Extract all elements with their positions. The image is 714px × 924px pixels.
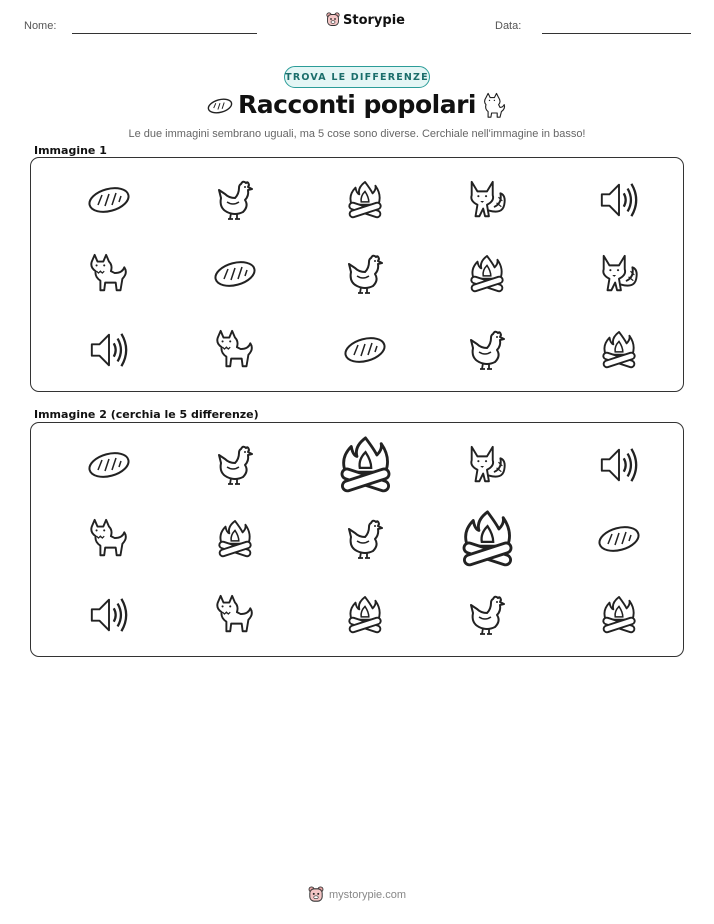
- footer: [0, 886, 714, 904]
- name-field-line[interactable]: [72, 33, 257, 34]
- hen-icon[interactable]: [330, 504, 400, 574]
- campfire-icon: [452, 239, 522, 309]
- storypie-logo: [326, 12, 405, 28]
- bread-icon: [74, 165, 144, 235]
- hen-icon: [200, 165, 270, 235]
- image2-panel[interactable]: [30, 422, 684, 657]
- campfire-icon: [584, 315, 654, 385]
- bear-mascot-icon: [326, 12, 340, 28]
- hen-icon[interactable]: [452, 580, 522, 650]
- campfire-icon[interactable]: [313, 413, 418, 518]
- fox-icon: [452, 165, 522, 235]
- campfire-icon[interactable]: [584, 580, 654, 650]
- bread-icon[interactable]: [584, 504, 654, 574]
- hen-icon: [452, 315, 522, 385]
- activity-badge: TROVA LE DIFFERENZE: [284, 66, 430, 88]
- speaker-icon: [74, 315, 144, 385]
- speaker-icon[interactable]: [74, 580, 144, 650]
- speaker-icon[interactable]: [584, 430, 654, 500]
- campfire-icon[interactable]: [330, 580, 400, 650]
- image2-label: Immagine 2 (cerchia le 5 differenze): [34, 408, 259, 421]
- campfire-icon[interactable]: [200, 504, 270, 574]
- bread-icon: [330, 315, 400, 385]
- logo-text: Storypie: [343, 12, 405, 28]
- fox-icon: [584, 239, 654, 309]
- bread-icon: [200, 239, 270, 309]
- page-title: Racconti popolari: [238, 90, 476, 119]
- date-label: Data:: [495, 20, 522, 32]
- hen-icon: [330, 239, 400, 309]
- wolf-icon: [74, 239, 144, 309]
- wolf-icon: [478, 92, 508, 124]
- name-label: Nome:: [24, 20, 57, 32]
- bear-mascot-icon: [308, 886, 324, 904]
- image1-panel: [30, 157, 684, 392]
- instructions: Le due immagini sembrano uguali, ma 5 cose sono diverse. Cerchiale nell'immagine in basso!: [128, 128, 586, 140]
- footer-url: mystorypie.com: [328, 889, 407, 901]
- image1-label: Immagine 1: [34, 144, 107, 157]
- wolf-icon[interactable]: [200, 580, 270, 650]
- bread-icon[interactable]: [74, 430, 144, 500]
- wolf-icon[interactable]: [74, 504, 144, 574]
- speaker-icon: [584, 165, 654, 235]
- date-field-line[interactable]: [542, 33, 691, 34]
- campfire-icon[interactable]: [435, 487, 540, 592]
- hen-icon[interactable]: [200, 430, 270, 500]
- campfire-icon: [330, 165, 400, 235]
- wolf-icon: [200, 315, 270, 385]
